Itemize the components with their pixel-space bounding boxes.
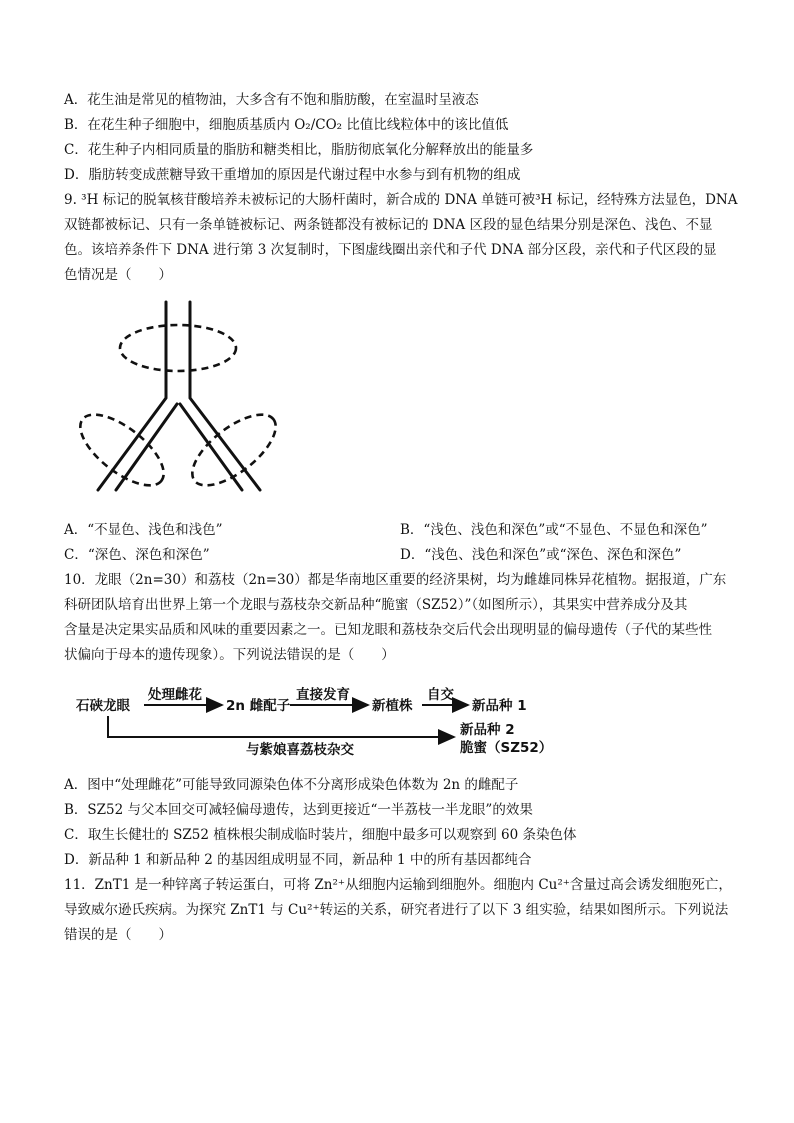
q10-option-a: A．图中“处理雌花”可能导致同源染色体不分离形成染色体数为 2n 的雌配子 bbox=[64, 777, 519, 793]
flow-node-new-plant: 新植株 bbox=[372, 698, 413, 714]
flow-product-2-name: 新品种 2 bbox=[460, 722, 515, 738]
q9-option-c: C．“深色、深色和深色” bbox=[64, 547, 210, 563]
daughter-region-circle-right bbox=[181, 402, 287, 498]
q10-option-c: C．取生长健壮的 SZ52 植株根尖制成临时装片，细胞中最多可以观察到 60 条染色体 bbox=[64, 827, 577, 843]
q10-stem-line-4: 状偏向于母本的遗传现象）。下列说法错误的是（ ） bbox=[64, 647, 395, 663]
flow-product-1: 新品种 1 bbox=[472, 698, 527, 714]
flow-cross-label: 与紫娘喜荔枝杂交 bbox=[246, 742, 354, 758]
q11-stem-line-3: 错误的是（ ） bbox=[64, 927, 172, 943]
q10-stem-line-2: 科研团队培育出世界上第一个龙眼与荔枝杂交新品种“脆蜜（SZ52）”（如图所示），其果实中营养成分及其 bbox=[64, 597, 688, 613]
q8-option-d: D．脂肪转变成蔗糖导致干重增加的原因是代谢过程中水参与到有机物的组成 bbox=[64, 167, 521, 183]
flow-node-2n-gamete: 2n 雌配子 bbox=[226, 698, 291, 714]
parent-strand-left bbox=[98, 302, 166, 490]
q10-stem-line-1: 10．龙眼（2n=30）和荔枝（2n=30）都是华南地区重要的经济果树，均为雌雄同株异花植物。据报道，广东 bbox=[64, 572, 727, 588]
flow-arrow-cross bbox=[108, 716, 454, 737]
q8-option-c: C．花生种子内相同质量的脂肪和糖类相比，脂肪彻底氧化分解释放出的能量多 bbox=[64, 142, 534, 158]
q9-stem-line-3: 色。该培养条件下 DNA 进行第 3 次复制时，下图虚线圈出亲代和子代 DNA 部分区段，亲代和子代区段的显 bbox=[64, 242, 717, 258]
q8-option-a: A．花生油是常见的植物油，大多含有不饱和脂肪酸，在室温时呈液态 bbox=[64, 92, 479, 108]
q11-stem-line-1: 11．ZnT1 是一种锌离子转运蛋白，可将 Zn²⁺从细胞内运输到细胞外。细胞内 Cu²⁺含量过高会诱发细胞死亡， bbox=[64, 877, 732, 893]
q9-option-a: A．“不显色、浅色和浅色” bbox=[64, 522, 223, 538]
flow-step3-label: 自交 bbox=[427, 687, 454, 703]
q10-stem-line-3: 含量是决定果实品质和风味的重要因素之一。已知龙眼和荔枝杂交后代会出现明显的偏母遗传（子代的某些性 bbox=[64, 622, 712, 638]
q9-option-d: D．“浅色、浅色和深色”或“深色、深色和深色” bbox=[400, 547, 682, 563]
flow-product-2-cultivar: 脆蜜（SZ52） bbox=[460, 740, 553, 756]
q9-stem-line-2: 双链都被标记、只有一条单链被标记、两条链都没有被标记的 DNA 区段的显色结果分别是深色、浅色、不显 bbox=[64, 217, 713, 233]
breeding-flow-diagram bbox=[70, 680, 570, 758]
q9-stem-line-1: 9. ³H 标记的脱氧核苷酸培养未被标记的大肠杆菌时，新合成的 DNA 单链可被³H 标记，经特殊方法显色，DNA bbox=[64, 192, 738, 208]
flow-step2-label: 直接发育 bbox=[296, 687, 350, 703]
parent-strand-right bbox=[190, 302, 260, 490]
q9-option-b: B．“浅色、浅色和深色”或“不显色、不显色和深色” bbox=[400, 522, 708, 538]
q10-option-b: B．SZ52 与父本回交可减轻偏母遗传，达到更接近“一半荔枝一半龙眼”的效果 bbox=[64, 802, 533, 818]
q11-stem-line-2: 导致威尔逊氏疾病。为探究 ZnT1 与 Cu²⁺转运的关系，研究者进行了以下 3 组实验，结果如图所示。下列说法 bbox=[64, 902, 729, 918]
q10-option-d: D．新品种 1 和新品种 2 的基因组成明显不同，新品种 1 中的所有基因都纯合 bbox=[64, 852, 532, 868]
flow-start-node: 石硖龙眼 bbox=[76, 698, 130, 714]
dna-replication-diagram bbox=[64, 298, 294, 508]
parent-region-circle bbox=[120, 325, 236, 371]
flow-step1-label: 处理雌花 bbox=[148, 687, 202, 703]
q9-stem-line-4: 色情况是（ ） bbox=[64, 267, 172, 283]
q8-option-b: B．在花生种子细胞中，细胞质基质内 O₂/CO₂ 比值比线粒体中的该比值低 bbox=[64, 117, 509, 133]
